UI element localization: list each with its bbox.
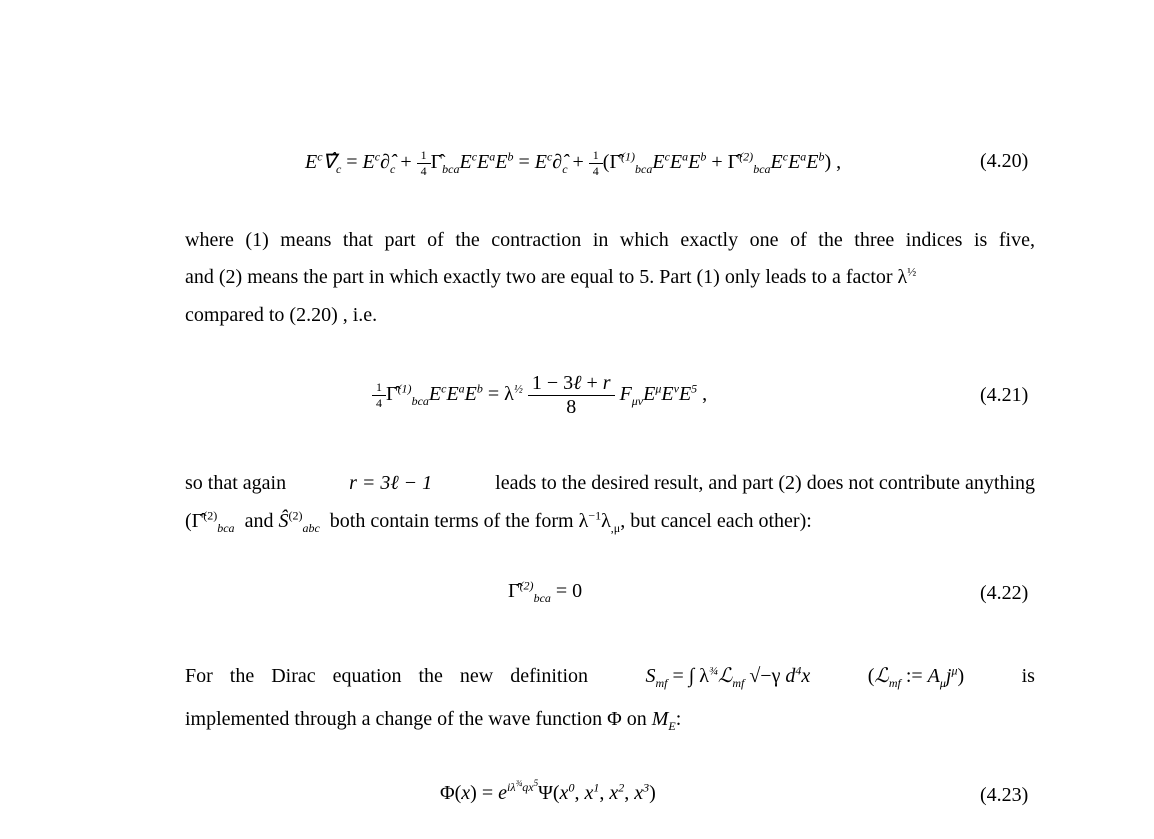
paragraph-text: both contain terms of the form xyxy=(329,510,574,532)
paragraph-text: and (2) means the part in which exactly two are equal to 5. Part (1) only leads to a factor λ xyxy=(185,266,908,288)
paragraph-text: so that again xyxy=(185,472,287,494)
equation-4-23: $\Phi(x) = e^{i\lambda^{\frac{3}{4}}qx^5}\Psi(x^0$, $x^1$, $x^2$, $x^3$) xyxy=(440,778,656,804)
equation-number-4-23: (4.23) xyxy=(980,784,1029,806)
equation-number-4-22: (4.22) xyxy=(980,582,1029,604)
paragraph-text: and xyxy=(244,510,274,532)
equation-4-22: Γ̂$^{(2)}_{bca}$ = 0 xyxy=(508,578,583,605)
paragraph-text: , but cancel each other): xyxy=(620,510,812,532)
paragraph-line: (Γ̂$^{(2)}_{bca}$ and $Ŝ^{(2)}_{abc}$ both contain terms of the form $\lambda^{-1}\lambda_{,\mu}$, but cancel each other): xyxy=(185,508,812,535)
paragraph-text: leads to the desired result, and part (2) does not contribute anything xyxy=(495,472,1035,494)
paragraph-line xyxy=(185,464,1035,502)
equation-4-21: $\frac{1}{4}$ $\Gammâ^{(1)}_{bca}E^cE^aE^b = \lambda^{\frac{1}{2}}$ $\frac{\text{1 − 3ℓ + r}}{8}$ $F_{\mu\nu}E^\mu E^\nu E^5$ , xyxy=(372,372,707,419)
paragraph-text: is xyxy=(1021,665,1035,687)
paragraph-line: implemented through a change of the wave function Φ on $M_E$: xyxy=(185,708,682,733)
paragraph-text: ( xyxy=(185,510,192,532)
paragraph-text: For the Dirac equation the new definition xyxy=(185,665,589,687)
equation-4-20: $E^c\nablâ_c$ = $E^c\partial̂_c$ + $\frac{1}{4}$ $\Gammâ_{bca}E^cE^aE^b$ = $E^c\partial̂_c$ + $\frac{1}{4}$ ($\Gammâ^{(1)}_{bca}E^cE^aE^b$ + $\Gammâ^{(2)}_{bca}E^cE^aE^b$) , xyxy=(305,148,842,178)
inline-math-lagrangian: (ℒ$_{mf}$ := $A_\mu j^\mu$) xyxy=(867,663,965,690)
paragraph-text: implemented through a change of the wave function Φ on xyxy=(185,708,647,730)
equation-number-4-21: (4.21) xyxy=(980,384,1029,406)
paragraph-line: compared to (2.20) , i.e. xyxy=(185,304,378,326)
paragraph-line xyxy=(185,657,1035,695)
paragraph-text: : xyxy=(675,708,682,730)
equation-number-4-20: (4.20) xyxy=(980,150,1029,172)
inline-math: r = 3ℓ − 1 xyxy=(349,472,433,494)
paragraph-line: and (2) means the part in which exactly two are equal to 5. Part (1) only leads to a factor $\lambda^{\frac{1}{2}}$ xyxy=(185,264,917,288)
inline-math-action: $S_{mf}$ = ∫ $\lambda^{\frac{3}{4}}ℒ_{mf}$ √−γ $d^4x$ xyxy=(645,663,811,690)
paragraph-line: where (1) means that part of the contraction in which exactly one of the three indices is five, xyxy=(185,229,1035,251)
